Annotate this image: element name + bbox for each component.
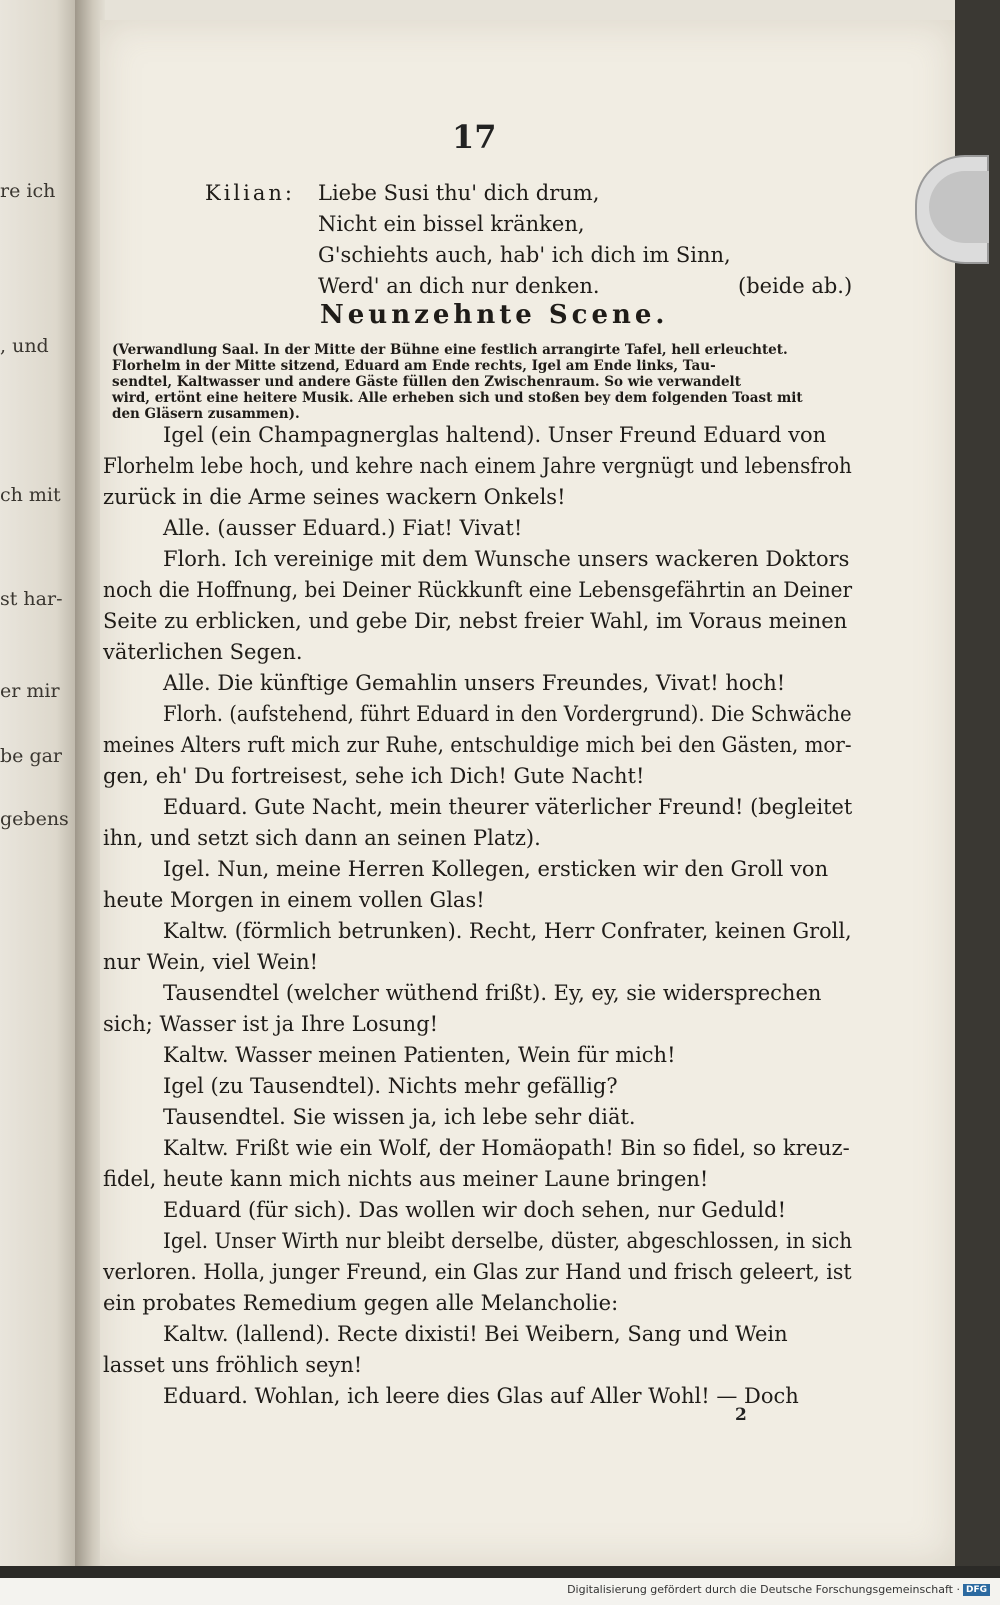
signature-mark: 2 <box>735 1405 747 1425</box>
dfg-logo[interactable]: DFG <box>963 1584 990 1596</box>
body-line: Kaltw. Frißt wie ein Wolf, der Homäopath! Bin so fidel, so kreuz- <box>163 1136 850 1160</box>
body-line: fidel, heute kann mich nichts aus meiner Laune bringen! <box>103 1167 709 1191</box>
body-line: Eduard. Wohlan, ich leere dies Glas auf Aller Wohl! — Doch <box>163 1384 799 1408</box>
left-page-fragment: ch mit <box>0 484 61 506</box>
body-line: zurück in die Arme seines wackern Onkels! <box>103 485 566 509</box>
body-line: gen, eh' Du fortreisest, sehe ich Dich! Gute Nacht! <box>103 764 645 788</box>
body-line: Florhelm lebe hoch, und kehre nach einem Jahre vergnügt und lebensfroh <box>103 454 852 478</box>
body-line: verloren. Holla, junger Freund, ein Glas zur Hand und frisch geleert, ist <box>103 1260 852 1284</box>
stage-direction-line: wird, ertönt eine heitere Musik. Alle erheben sich und stoßen bey dem folgenden Toast mit <box>112 390 803 406</box>
body-line: väterlichen Segen. <box>103 640 303 664</box>
stage-direction-line: den Gläsern zusammen). <box>112 406 300 422</box>
body-line: lasset uns fröhlich seyn! <box>103 1353 363 1377</box>
body-line: Seite zu erblicken, und gebe Dir, nebst freier Wahl, im Voraus meinen <box>103 609 848 633</box>
body-line: Eduard. Gute Nacht, mein theurer väterlicher Freund! (begleitet <box>163 795 853 819</box>
body-line: heute Morgen in einem vollen Glas! <box>103 888 485 912</box>
body-line: Florh. (aufstehend, führt Eduard in den Vordergrund). Die Schwäche <box>163 702 852 726</box>
left-page-fragment: er mir <box>0 680 60 702</box>
body-line: Igel (ein Champagnerglas haltend). Unser Freund Eduard von <box>163 423 827 447</box>
body-line: Eduard (für sich). Das wollen wir doch sehen, nur Geduld! <box>163 1198 787 1222</box>
body-line: ein probates Remedium gegen alle Melancholie: <box>103 1291 619 1315</box>
digitization-credit <box>567 1583 990 1596</box>
body-line: ihn, und setzt sich dann an seinen Platz). <box>103 826 541 850</box>
verse-line: G'schiehts auch, hab' ich dich im Sinn, <box>318 243 731 267</box>
left-page-fragment: , und <box>0 335 49 357</box>
stage-direction-line: (Verwandlung Saal. In der Mitte der Bühne eine festlich arrangirte Tafel, hell erleuchtet. <box>112 342 788 358</box>
body-line: Igel. Unser Wirth nur bleibt derselbe, düster, abgeschlossen, in sich <box>163 1229 853 1253</box>
body-line: Florh. Ich vereinige mit dem Wunsche unsers wackeren Doktors <box>163 547 850 571</box>
left-page-fragment: be gar <box>0 745 63 767</box>
page-number: 17 <box>452 118 497 156</box>
body-line: meines Alters ruft mich zur Ruhe, entschuldige mich bei den Gästen, mor- <box>103 733 852 757</box>
body-line: Tausendtel. Sie wissen ja, ich lebe sehr diät. <box>163 1105 636 1129</box>
left-page-fragment: st har- <box>0 588 63 610</box>
body-line: noch die Hoffnung, bei Deiner Rückkunft eine Lebensgefährtin an Deiner <box>103 578 853 602</box>
stage-direction-line: Florhelm in der Mitte sitzend, Eduard am Ende rechts, Igel am Ende links, Tau- <box>112 358 716 374</box>
verse-line: Nicht ein bissel kränken, <box>318 212 585 236</box>
credit-text: Digitalisierung gefördert durch die Deutsche Forschungsgemeinschaft · <box>567 1583 960 1596</box>
body-line: Igel. Nun, meine Herren Kollegen, ersticken wir den Groll von <box>163 857 829 881</box>
left-page-fragment: gebens <box>0 808 69 830</box>
verse-speaker: Kilian: <box>205 181 295 205</box>
body-line: Alle. Die künftige Gemahlin unsers Freundes, Vivat! hoch! <box>163 671 786 695</box>
body-line: Alle. (ausser Eduard.) Fiat! Vivat! <box>163 516 523 540</box>
body-line: nur Wein, viel Wein! <box>103 950 319 974</box>
previous-page-edge <box>0 0 80 1570</box>
body-line: Igel (zu Tausendtel). Nichts mehr gefällig? <box>163 1074 618 1098</box>
body-line: Tausendtel (welcher wüthend frißt). Ey, ey, sie widersprechen <box>163 981 822 1005</box>
verse-line: Liebe Susi thu' dich drum, <box>318 181 600 205</box>
body-line: Kaltw. (lallend). Recte dixisti! Bei Weibern, Sang und Wein <box>163 1322 788 1346</box>
scene-title: Neunzehnte Scene. <box>320 300 669 330</box>
verse-line: Werd' an dich nur denken. <box>318 274 600 298</box>
stage-direction-line: sendtel, Kaltwasser und andere Gäste füllen den Zwischenraum. So wie verwandelt <box>112 374 741 390</box>
body-line: Kaltw. Wasser meinen Patienten, Wein für mich! <box>163 1043 676 1067</box>
left-page-fragment: re ich <box>0 180 56 202</box>
exit-direction: (beide ab.) <box>738 274 853 298</box>
body-line: sich; Wasser ist ja Ihre Losung! <box>103 1012 439 1036</box>
body-line: Kaltw. (förmlich betrunken). Recht, Herr Confrater, keinen Groll, <box>163 919 852 943</box>
